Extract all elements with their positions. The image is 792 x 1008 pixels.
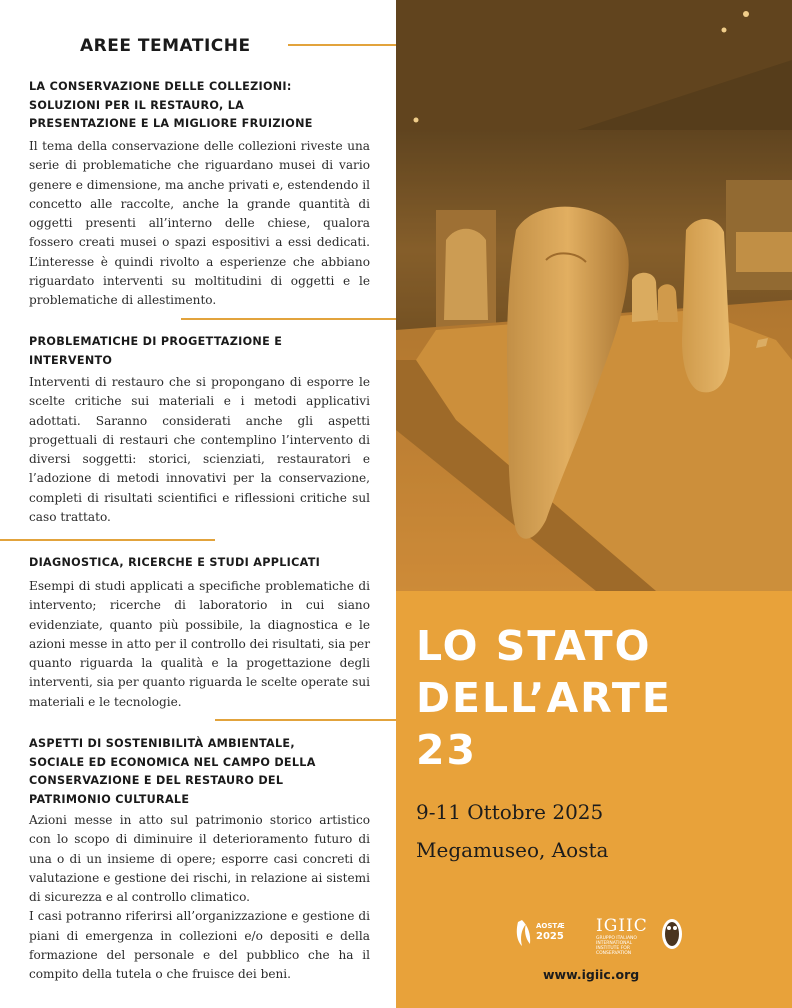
- event-title-line: 23: [416, 726, 478, 774]
- igiic-logo: [596, 914, 688, 954]
- igiic-subtitle: GRUPPO ITALIANO INTERNATIONAL INSTITUTE FOR CONSERVATION: [596, 936, 637, 956]
- aostae-logo: [512, 916, 582, 950]
- section-2-title-line: INTERVENTO: [29, 353, 113, 367]
- section-1-paragraph: Il tema della conservazione delle collezioni riveste una serie di problematiche che riguardano musei di vario genere e dimensione, ma anche privati e, estendendo il concetto alle raccolte, anche la grande quantità di oggetti presenti all’interno delle chiese, qualora fossero creati musei o spazi espositivi a essi dedicati. L’interesse è quindi rivolto a esperienze che abbiano riguardato interventi su moltitudini di oggetti e le problematiche di allestimento.: [29, 139, 370, 308]
- section-1-body: [29, 137, 370, 311]
- section-4-title-line: ASPETTI DI SOSTENIBILITÀ AMBIENTALE,: [29, 737, 295, 750]
- section-4-title-line: PATRIMONIO CULTURALE: [29, 792, 190, 806]
- section-2-body: [29, 373, 370, 527]
- section-2-title: [29, 333, 349, 370]
- section-1-title-line: SOLUZIONI PER IL RESTAURO, LA: [29, 98, 245, 112]
- aostae-logo-line: 2025: [536, 931, 564, 942]
- museum-photo: [396, 0, 792, 591]
- section-4-title: [29, 735, 349, 809]
- section-4-paragraph: Azioni messe in atto sul patrimonio storico artistico con lo scopo di diminuire il deterioramento futuro di una o di un insieme di opere; esporre casi concreti di valutazione e gestione dei rischi, in relazione ai sistemi di sicurezza e al controllo climatico.: [29, 813, 370, 905]
- section-2-paragraph: Interventi di restauro che si propongano di esporre le scelte critiche sui materiali e i metodi applicativi adottati. Saranno considerati anche gli aspetti progettuali di restauri che contemplino l’intervento di diversi soggetti: storici, scienziati, restauratori e l’adozione di metodi innovativi per la conservazione, completi di risultati scientifici e riflessioni critiche sul caso trattato.: [29, 375, 370, 525]
- aostae-logo-line: AOSTÆ: [536, 922, 565, 930]
- logos: [512, 914, 682, 954]
- section-3-title-line: DIAGNOSTICA, RICERCHE E STUDI APPLICATI: [29, 556, 321, 569]
- section-4-body: [29, 811, 370, 985]
- event-title: [416, 620, 776, 776]
- section-1-title: [29, 78, 349, 134]
- section-3-title: [29, 554, 349, 573]
- section-divider: [0, 539, 215, 541]
- event-title-line: DELL’ARTE: [416, 674, 672, 722]
- igiic-wordmark: IGIIC: [596, 916, 648, 936]
- owl-emblem-icon: [660, 916, 684, 952]
- section-divider: [215, 719, 396, 721]
- section-4-paragraph: I casi potranno riferirsi all’organizzazione e gestione di piani di emergenza in collezioni e/o depositi e della formazione del personale e del pubblico che ha il compito della tutela o che fruisce dei beni.: [29, 909, 370, 982]
- website-link[interactable]: www.igiic.org: [543, 967, 640, 982]
- event-dates: 9-11 Ottobre 2025: [416, 800, 604, 824]
- section-1-title-line: LA CONSERVAZIONE DELLE COLLEZIONI:: [29, 80, 292, 93]
- section-2-title-line: PROBLEMATICHE DI PROGETTAZIONE E: [29, 335, 283, 348]
- heading-rule: [288, 44, 396, 46]
- section-3-body: [29, 577, 370, 712]
- section-heading: AREE TEMATICHE: [80, 36, 251, 56]
- section-1-title-line: PRESENTAZIONE E LA MIGLIORE FRUIZIONE: [29, 117, 313, 130]
- event-title-line: LO STATO: [416, 622, 652, 670]
- section-3-paragraph: Esempi di studi applicati a specifiche problematiche di intervento; ricerche di laboratorio in cui siano evidenziate, quanto più possibile, la diagnostica e le azioni messe in atto per il controllo dei risultati, sia per quanto riguarda la qualità e la progettazione degli interventi, sia per quanto riguarda le scelte operate sui materiali e le tecnologie.: [29, 579, 370, 709]
- section-divider: [181, 318, 396, 320]
- event-venue: Megamuseo, Aosta: [416, 838, 609, 862]
- section-4-title-line: CONSERVAZIONE E DEL RESTAURO DEL: [29, 774, 284, 787]
- section-4-title-line: SOCIALE ED ECONOMICA NEL CAMPO DELLA: [29, 755, 316, 769]
